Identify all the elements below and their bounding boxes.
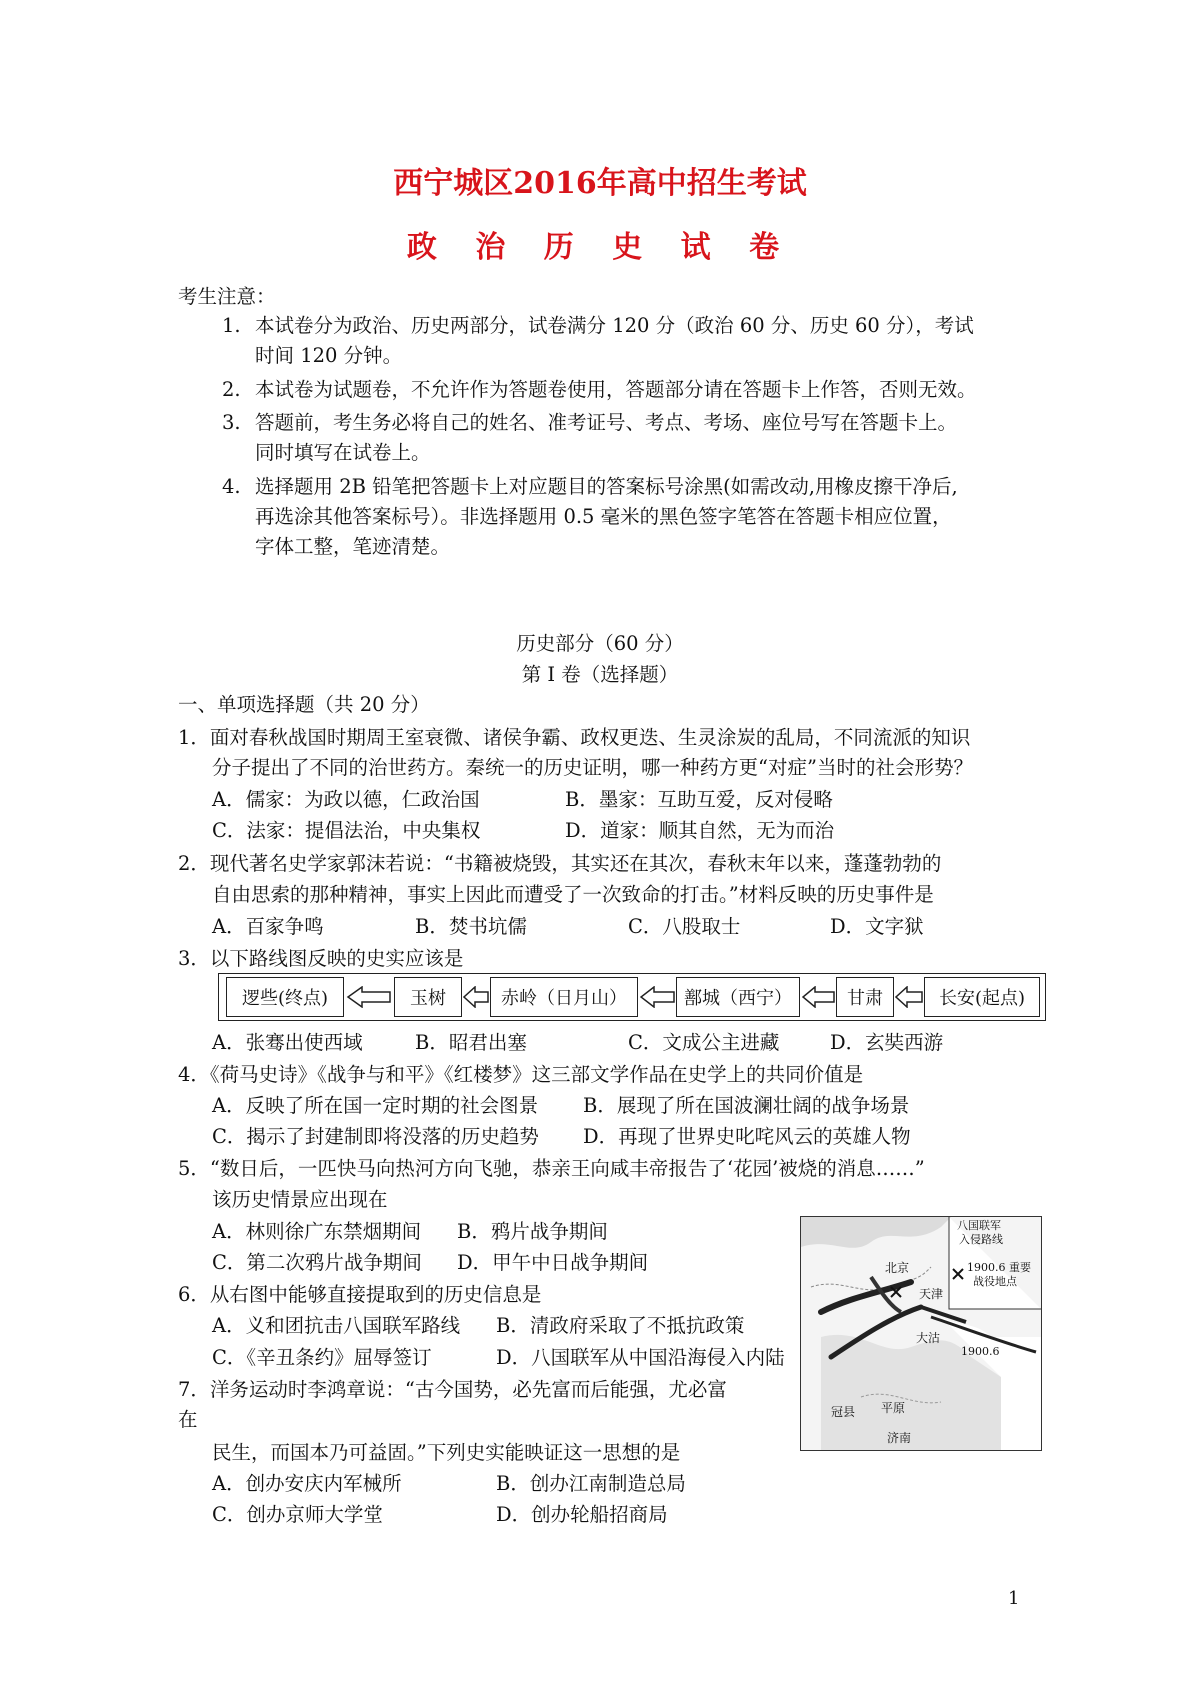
option-c: C．八股取士 xyxy=(628,915,741,938)
option-c: C．揭示了封建制即将没落的历史趋势 xyxy=(212,1125,539,1148)
option-c: C．文成公主进藏 xyxy=(628,1031,780,1054)
exam-title: 西宁城区2016年高中招生考试 xyxy=(393,166,807,201)
question-text: 4．《荷马史诗》《战争与和平》《红楼梦》这三部文学作品在史学上的共同价值是 xyxy=(178,1063,864,1086)
option-b: B．清政府采取了不抵抗政策 xyxy=(496,1314,745,1337)
option-b: B．创办江南制造总局 xyxy=(496,1472,686,1495)
map-legend-route: 八国联军 xyxy=(957,1219,1001,1232)
map-city: 大沽 xyxy=(916,1331,941,1345)
left-arrow-icon xyxy=(346,986,392,1008)
map-legend-battle-2: 战役地点 xyxy=(973,1275,1017,1288)
map-city: 北京 xyxy=(885,1261,910,1275)
question-text: 民生，而国本乃可益固。”下列史实能映证这一思想的是 xyxy=(212,1441,681,1464)
route-stop: 甘肃 xyxy=(836,977,894,1017)
notice-line: 时间 120 分钟。 xyxy=(255,344,403,367)
left-arrow-icon xyxy=(895,986,923,1008)
notice-num-3: 3. xyxy=(222,411,241,434)
question-text: 1．面对春秋战国时期周王室衰微、诸侯争霸、政权更迭、生灵涂炭的乱局，不同流派的知识 xyxy=(178,726,971,749)
option-b: B．焚书坑儒 xyxy=(415,915,527,938)
invasion-map xyxy=(800,1216,1042,1451)
section-volume: 第 I 卷（选择题） xyxy=(521,663,679,686)
option-d: D．八国联军从中国沿海侵入内陆 xyxy=(496,1346,785,1369)
notice-heading: 考生注意： xyxy=(178,285,276,308)
route-stop: 鄯城（西宁） xyxy=(676,977,800,1017)
left-arrow-icon xyxy=(802,986,835,1008)
notice-line: 字体工整，笔迹清楚。 xyxy=(255,535,451,558)
notice-line: 同时填写在试卷上。 xyxy=(255,441,431,464)
map-city: 平原 xyxy=(881,1401,906,1415)
option-c: C．创办京师大学堂 xyxy=(212,1503,383,1526)
notice-num-1: 1. xyxy=(222,314,241,337)
notice-line: 答题前，考生务必将自己的姓名、准考证号、考点、考场、座位号写在答题卡上。 xyxy=(255,411,958,434)
option-a: A．百家争鸣 xyxy=(212,915,324,938)
option-a: A．义和团抗击八国联军路线 xyxy=(212,1314,461,1337)
notice-num-4: 4. xyxy=(222,475,241,498)
option-c: C．第二次鸦片战争期间 xyxy=(212,1251,422,1274)
route-stop: 玉树 xyxy=(394,977,462,1017)
option-d: D．玄奘西游 xyxy=(830,1031,944,1054)
exam-subtitle: 政 治 历 史 试 卷 xyxy=(406,230,794,265)
question-text: 3．以下路线图反映的史实应该是 xyxy=(178,947,464,970)
question-text: 5．“数日后，一匹快马向热河方向飞驰，恭亲王向咸丰帝报告了‘花园’被烧的消息……” xyxy=(178,1157,925,1180)
question-text: 6．从右图中能够直接提取到的历史信息是 xyxy=(178,1283,542,1306)
left-arrow-icon xyxy=(463,986,489,1008)
option-d: D．甲午中日战争期间 xyxy=(457,1251,649,1274)
route-stop: 赤岭（日月山） xyxy=(490,977,638,1017)
option-b: B．展现了所在国波澜壮阔的战争场景 xyxy=(583,1094,910,1117)
map-legend-route-2: 入侵路线 xyxy=(959,1233,1003,1246)
option-a: A．创办安庆内军械所 xyxy=(212,1472,402,1495)
option-c: C．《辛丑条约》屈辱签订 xyxy=(212,1346,432,1369)
notice-line: 本试卷为试题卷，不允许作为答题卷使用，答题部分请在答题卡上作答，否则无效。 xyxy=(255,378,977,401)
map-legend-battle: 1900.6 重要 xyxy=(967,1261,1031,1274)
option-d: D．道家：顺其自然，无为而治 xyxy=(565,819,835,842)
option-a: A．张骞出使西域 xyxy=(212,1031,363,1054)
question-text: 自由思索的那种精神，事实上因此而遭受了一次致命的打击。”材料反映的历史事件是 xyxy=(212,883,934,906)
map-date-label: 1900.6 xyxy=(961,1345,1000,1358)
option-d: D．再现了世界史叱咤风云的英雄人物 xyxy=(583,1125,911,1148)
option-b: B．墨家：互助互爱，反对侵略 xyxy=(565,788,833,811)
option-b: B．鸦片战争期间 xyxy=(457,1220,608,1243)
map-city: 济南 xyxy=(887,1431,912,1445)
option-d: D．创办轮船招商局 xyxy=(496,1503,668,1526)
page-number: 1 xyxy=(1008,1588,1020,1609)
left-arrow-icon xyxy=(640,986,675,1008)
option-a: A．儒家：为政以德，仁政治国 xyxy=(212,788,480,811)
notice-line: 本试卷分为政治、历史两部分，试卷满分 120 分（政治 60 分、历史 60 分），考试 xyxy=(255,314,974,337)
question-text: 在 xyxy=(178,1408,198,1431)
notice-line: 选择题用 2B 铅笔把答题卡上对应题目的答案标号涂黑(如需改动,用橡皮擦干净后, xyxy=(255,475,958,498)
battle-x-icon xyxy=(889,1285,903,1299)
option-b: B．昭君出塞 xyxy=(415,1031,527,1054)
question-text: 2．现代著名史学家郭沫若说：“书籍被烧毁，其实还在其次，春秋末年以来，蓬蓬勃勃的 xyxy=(178,852,942,875)
route-stop-start: 长安(起点) xyxy=(924,977,1040,1017)
notice-line: 再选涂其他答案标号）。非选择题用 0.5 毫米的黑色签字笔答在答题卡相应位置， xyxy=(255,505,952,528)
option-d: D．文字狱 xyxy=(830,915,924,938)
option-a: A．反映了所在国一定时期的社会图景 xyxy=(212,1094,539,1117)
option-c: C．法家：提倡法治，中央集权 xyxy=(212,819,481,842)
section-part: 历史部分（60 分） xyxy=(516,632,684,655)
notice-num-2: 2. xyxy=(222,378,241,401)
battle-x-icon xyxy=(951,1267,965,1281)
option-a: A．林则徐广东禁烟期间 xyxy=(212,1220,422,1243)
question-text: 7．洋务运动时李鸿章说：“古今国势，必先富而后能强，尤必富 xyxy=(178,1378,727,1401)
route-stop-end: 逻些(终点) xyxy=(226,977,344,1017)
map-city: 天津 xyxy=(919,1287,944,1301)
question-text: 该历史情景应出现在 xyxy=(212,1188,388,1211)
question-text: 分子提出了不同的治世药方。秦统一的历史证明，哪一种药方更“对症”当时的社会形势？ xyxy=(212,756,973,779)
map-city: 冠县 xyxy=(831,1405,856,1419)
section-type: 一、单项选择题（共 20 分） xyxy=(178,693,430,716)
